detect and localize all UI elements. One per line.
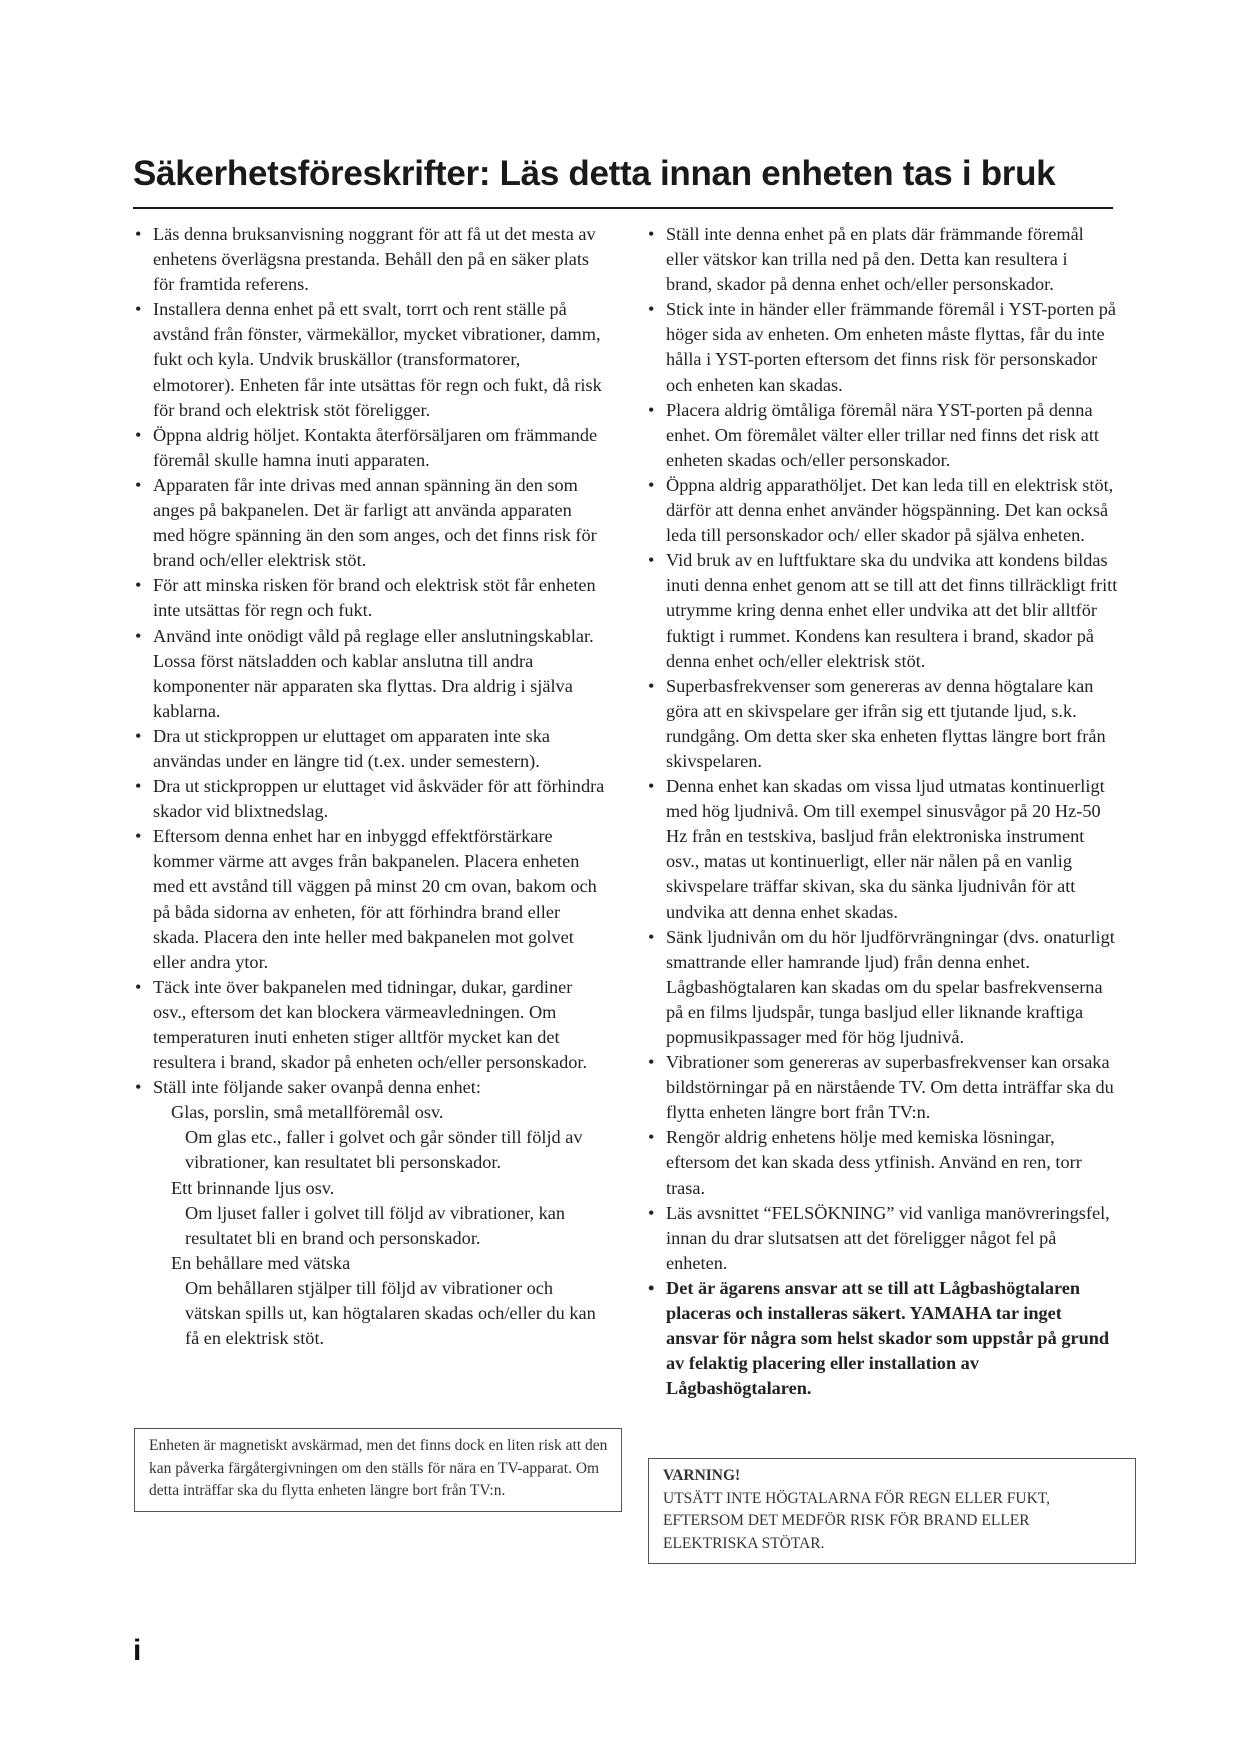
list-item: • Läs denna bruksanvisning noggrant för att få ut det mesta av enhetens överlägsna prestanda. Behåll den på en säker plats för framtida referens. — [135, 222, 605, 297]
list-item: • Apparaten får inte drivas med annan spänning än den som anges på bakpanelen. Det är farligt att använda apparaten med högre spänning än den som anges, och det finns risk för brand och/eller elektrisk stöt. — [135, 473, 605, 573]
title-rule — [133, 207, 1113, 209]
list-item: • Placera aldrig ömtåliga föremål nära YST-porten på denna enhet. Om föremålet välter eller trillar ned finns det risk att enheten skadas och/eller personskador. — [648, 398, 1118, 473]
list-item: • Dra ut stickproppen ur eluttaget om apparaten inte ska användas under en längre tid (t.ex. under semestern). — [135, 724, 605, 774]
list-item: • Vid bruk av en luftfuktare ska du undvika att kondens bildas inuti denna enhet genom att se till att det finns tillräckligt fritt utrymme kring denna enhet eller undvika att det blir alltför fuktigt i rummet. Kondens kan resultera i brand, skador på denna enhet och/eller elektrisk stöt. — [648, 548, 1118, 673]
sub-item: En behållare med vätska — [171, 1252, 351, 1273]
right-bullet-list — [648, 222, 1118, 1401]
list-item: • Rengör aldrig enhetens hölje med kemiska lösningar, eftersom det kan skada dess ytfinish. Använd en ren, torr trasa. — [648, 1125, 1118, 1200]
list-item: • Öppna aldrig apparathöljet. Det kan leda till en elektrisk stöt, därför att denna enhet använder högspänning. Det kan också leda till personskador och/ eller skador på själva enheten. — [648, 473, 1118, 548]
list-item: • Sänk ljudnivån om du hör ljudförvrängningar (dvs. onaturligt smattrande eller hamrande ljud) från denna enhet. Lågbashögtalaren kan skadas om du spelar basfrekvenserna på en films ljudspår, tunga basljud eller liknande kraftiga popmusikpassager med för hög ljudnivå. — [648, 925, 1118, 1050]
page-title: Säkerhetsföreskrifter: Läs detta innan enheten tas i bruk — [133, 154, 1056, 193]
list-item: • Denna enhet kan skadas om vissa ljud utmatas kontinuerligt med hög ljudnivå. Om till exempel sinusvågor på 20 Hz-50 Hz från en testskiva, basljud från elektroniska instrument osv., matas ut kontinuerligt, eller när nålen på en vanlig skivspelare träffar skivan, ska du sänka ljudnivån för att undvika att denna enhet skadas. — [648, 774, 1118, 925]
sub-item-desc: Om glas etc., faller i golvet och går sönder till följd av vibrationer, kan resultatet bli personskador. — [185, 1127, 583, 1173]
list-item: • Eftersom denna enhet har en inbyggd effektförstärkare kommer värme att avges från bakpanelen. Placera enheten med ett avstånd till väggen på minst 20 cm ovan, bakom och på båda sidorna av enheten, för att förhindra brand eller skada. Placera den inte heller med bakpanelen mot golvet eller andra ytor. — [135, 824, 605, 975]
list-item: • Superbasfrekvenser som genereras av denna högtalare kan göra att en skivspelare ger ifrån sig ett tjutande ljud, s.k. rundgång. Om detta sker ska enheten flyttas längre bort från skivspelaren. — [648, 674, 1118, 774]
list-item: • Installera denna enhet på ett svalt, torrt och rent ställe på avstånd från fönster, värmekällor, mycket vibrationer, damm, fukt och kyla. Undvik bruskällor (transformatorer, elmotorer). Enheten får inte utsättas för regn och fukt, då risk för brand och elektrisk stöt föreligger. — [135, 297, 605, 422]
sub-item-desc: Om ljuset faller i golvet till följd av vibrationer, kan resultatet bli en brand och personskador. — [185, 1202, 566, 1248]
sub-item-desc: Om behållaren stjälper till följd av vibrationer och vätskan spills ut, kan högtalaren skadas och/eller du kan få en elektrisk stöt. — [185, 1277, 596, 1349]
objects-lead: • Ställ inte följande saker ovanpå denna enhet: — [153, 1077, 481, 1098]
list-item: • Stick inte in händer eller främmande föremål i YST-porten på höger sida av enheten. Om enheten måste flyttas, får du inte hålla i YST-porten eftersom det finns risk för personskador och enheten kan skadas. — [648, 297, 1118, 397]
sub-item: Glas, porslin, små metallföremål osv. — [171, 1102, 444, 1123]
page-number: i — [133, 1634, 142, 1667]
left-column — [135, 222, 605, 1351]
list-item: • Läs avsnittet “FELSÖKNING” vid vanliga manövreringsfel, innan du drar slutsatsen att det föreligger något fel på enheten. — [648, 1201, 1118, 1276]
list-item: • Täck inte över bakpanelen med tidningar, dukar, gardiner osv., eftersom det kan blockera värmeavledningen. Om temperaturen inuti enheten stiger alltför mycket kan det resultera i brand, skador på enheten och/eller personskador. — [135, 975, 605, 1075]
objects-sublist — [171, 1100, 605, 1351]
list-item: • För att minska risken för brand och elektrisk stöt får enheten inte utsättas för regn och fukt. — [135, 573, 605, 623]
list-item: • Ställ inte denna enhet på en plats där främmande föremål eller vätskor kan trilla ned på den. Detta kan resultera i brand, skador på denna enhet och/eller personskador. — [648, 222, 1118, 297]
owner-responsibility-item: • Det är ägarens ansvar att se till att Lågbashögtalaren placeras och installeras säkert. YAMAHA tar inget ansvar för några som helst skador som uppstår på grund av felaktig placering eller installation av Lågbashögtalaren. — [648, 1276, 1118, 1401]
left-bullet-list — [135, 222, 605, 1351]
sub-item: Ett brinnande ljus osv. — [171, 1177, 335, 1198]
magnetic-shield-note: Enheten är magnetiskt avskärmad, men det finns dock en liten risk att den kan påverka färgåtergivningen om den ställs för nära en TV-apparat. Om detta inträffar ska du flytta enheten längre bort från TV:n. — [134, 1428, 622, 1512]
warning-box — [648, 1458, 1136, 1564]
list-item: • Vibrationer som genereras av superbasfrekvenser kan orsaka bildstörningar på en närstående TV. Om detta inträffar ska du flytta enheten längre bort från TV:n. — [648, 1050, 1118, 1125]
warning-text: UTSÄTT INTE HÖGTALARNA FÖR REGN ELLER FUKT, EFTERSOM DET MEDFÖR RISK FÖR BRAND ELLER ELEKTRISKA STÖTAR. — [663, 1489, 1050, 1552]
list-item: • Öppna aldrig höljet. Kontakta återförsäljaren om främmande föremål skulle hamna inuti apparaten. — [135, 423, 605, 473]
list-item: • Använd inte onödigt våld på reglage eller anslutningskablar. Lossa först nätsladden och kablar anslutna till andra komponenter när apparaten ska flyttas. Dra aldrig i själva kablarna. — [135, 624, 605, 724]
list-item-objects — [135, 1075, 605, 1351]
warning-title: VARNING! — [663, 1467, 741, 1484]
right-column — [648, 222, 1118, 1401]
list-item: • Dra ut stickproppen ur eluttaget vid åskväder för att förhindra skador vid blixtnedslag. — [135, 774, 605, 824]
